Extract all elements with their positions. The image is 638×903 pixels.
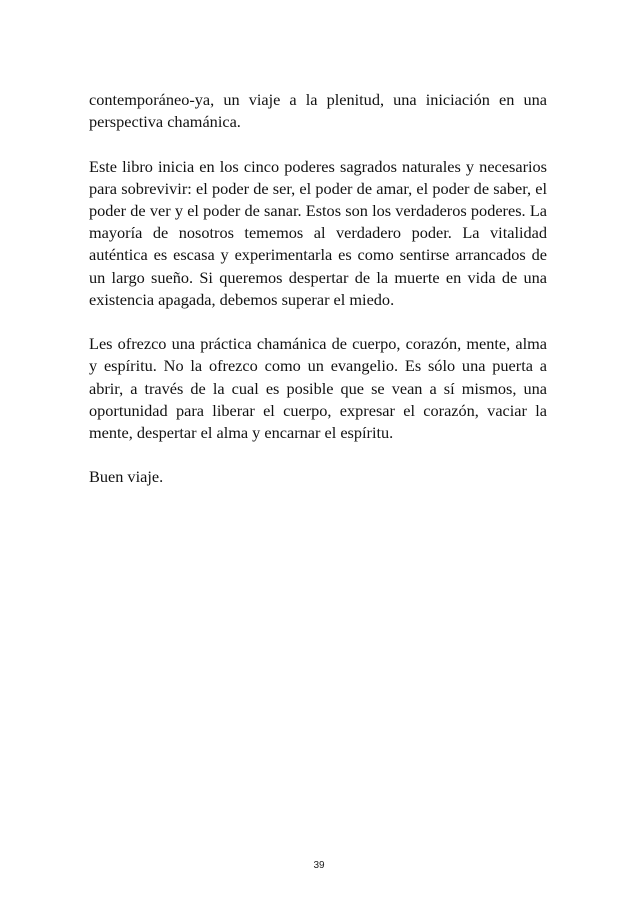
paragraph-4: Buen viaje. (89, 467, 164, 487)
paragraph-2: Este libro inicia en los cinco poderes sagrados naturales y necesarios para sobrevivir: el poder de ser, el poder de amar, el poder de saber, el poder de ver y el poder de sanar. Estos son los verdaderos poderes. La mayoría de nosotros tememos al verdadero poder. La vitalidad auténtica es escasa y experimentarla es como sentirse arrancados de un largo sueño. Si queremos despertar de la muerte en vida de una existencia apagada, debemos superar el miedo. (89, 156, 547, 309)
paragraph-1: contemporáneo-ya, un viaje a la plenitud, una iniciación en una perspectiva chamánica. (89, 90, 547, 132)
page-number: 39 (313, 860, 325, 871)
paragraph-3: Les ofrezco una práctica chamánica de cuerpo, corazón, mente, alma y espíritu. No la ofrezco como un evangelio. Es sólo una puerta a abrir, a través de la cual es posible que se vean a sí mismos, una oportunidad para liberar el cuerpo, expresar el corazón, vaciar la mente, despertar el alma y encarnar el espíritu. (89, 334, 547, 443)
body-text (89, 89, 547, 511)
